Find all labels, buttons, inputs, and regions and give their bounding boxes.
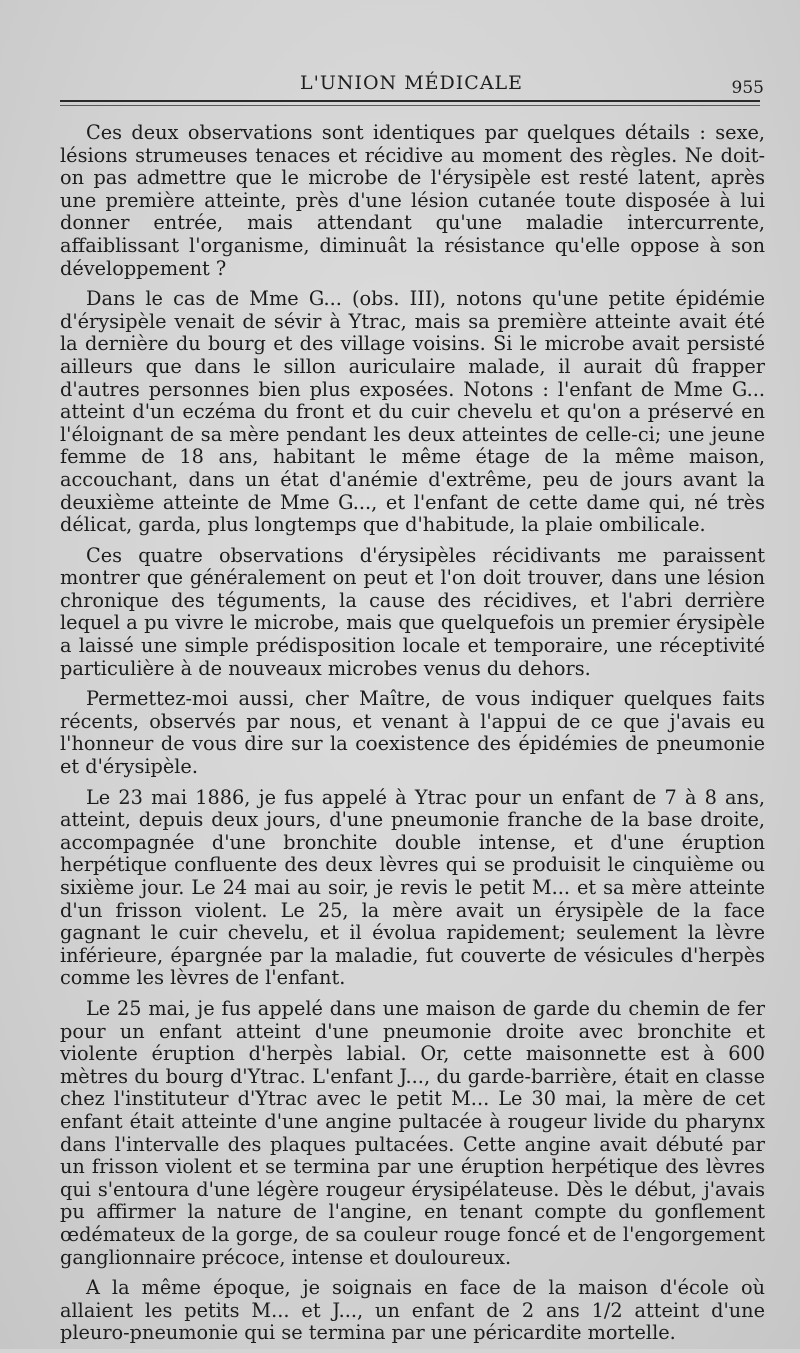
paragraph-5: Le 23 mai 1886, je fus appelé à Ytrac pour un enfant de 7 à 8 ans, atteint, depuis deux jours, d'une pneumonie franche de la base droite, accompagnée d'une bronchite double intense, et d'une éruption herpétique confluente des deux lèvres qui se produisit le cinquième ou sixième jour. Le 24 mai au soir, je revis le petit M... et sa mère atteinte d'un frisson violent. Le 25, la mère avait un érysipèle de la face gagnant le cuir chevelu, et il évolua rapidement; seulement la lèvre inférieure, épargnée par la maladie, fut couverte de vésicules d'herpès comme les lèvres de l'enfant. xyxy=(60,785,765,990)
page-number: 955 xyxy=(731,78,764,98)
paragraph-4: Permettez-moi aussi, cher Maître, de vous indiquer quelques faits récents, observés par nous, et venant à l'appui de ce que j'avais eu l'honneur de vous dire sur la coexistence des épidémies de pneumonie et d'érysipèle. xyxy=(60,687,765,779)
running-head: L'UNION MÉDICALE xyxy=(300,72,524,94)
paragraph-6: Le 25 mai, je fus appelé dans une maison de garde du chemin de fer pour un enfant atteint d'une pneumonie droite avec bronchite et violente éruption d'herpès labial. Or, cette maisonnette est à 600 mètres du bourg d'Ytrac. L'enfant J..., du garde-barrière, était en classe chez l'instituteur d'Ytrac avec le petit M... Le 30 mai, la mère de cet enfant était atteinte d'une angine pultacée à rougeur livide du pharynx dans l'intervalle des plaques pultacées. Cette angine avait débuté par un frisson violent et se termina par une éruption herpétique des lèvres qui s'entoura d'une légère rougeur érysipélateuse. Dès le début, j'avais pu affirmer la nature de l'angine, en tenant compte du gonflement œdémateux de la gorge, de sa couleur rouge foncé et de l'engorgement ganglionnaire précoce, intense et douloureux. xyxy=(60,996,765,1269)
paragraph-3: Ces quatre observations d'érysipèles récidivants me paraissent montrer que généralement on peut et l'on doit trouver, dans une lésion chronique des téguments, la cause des récidives, et l'abri derrière lequel a pu vivre le microbe, mais que quelquefois un premier érysipèle a laissé une simple prédisposition locale et temporaire, une réceptivité particulière à de nouveaux microbes venus du dehors. xyxy=(60,543,765,680)
paragraph-2: Dans le cas de Mme G... (obs. III), notons qu'une petite épidémie d'érysipèle venait de sévir à Ytrac, mais sa première atteinte avait été la dernière du bourg et des village voisins. Si le microbe avait persisté ailleurs que dans le sillon auriculaire malade, il aurait dû frapper d'autres personnes bien plus exposées. Notons : l'enfant de Mme G... atteint d'un eczéma du front et du cuir chevelu et qu'on a préservé en l'éloignant de sa mère pendant les deux atteintes de celle-ci; une jeune femme de 18 ans, habitant le même étage de la même maison, accouchant, dans un état d'anémie d'extrême, peu de jours avant la deuxième atteinte de Mme G..., et l'enfant de cette dame qui, né très délicat, garda, plus longtemps que d'habitude, la plaie ombilicale. xyxy=(60,287,765,537)
page-header xyxy=(60,70,770,106)
paragraph-7: A la même époque, je soignais en face de la maison d'école où allaient les petits M... et J..., un enfant de 2 ans 1/2 atteint d'une pleuro-pneumonie qui se termina par une péricardite mortelle. xyxy=(60,1276,765,1345)
paragraph-1: Ces deux observations sont identiques par quelques détails : sexe, lésions strumeuses tenaces et récidive au moment des règles. Ne doit-on pas admettre que le microbe de l'érysipèle est resté latent, après une première atteinte, près d'une lésion cutanée toute disposée à lui donner entrée, mais attendant qu'une maladie intercurrente, affaiblissant l'organisme, diminuât la résistance qu'elle oppose à son développement ? xyxy=(60,121,765,280)
header-rule-thin xyxy=(60,105,760,106)
body-text xyxy=(60,122,765,1353)
header-rule xyxy=(60,100,760,102)
